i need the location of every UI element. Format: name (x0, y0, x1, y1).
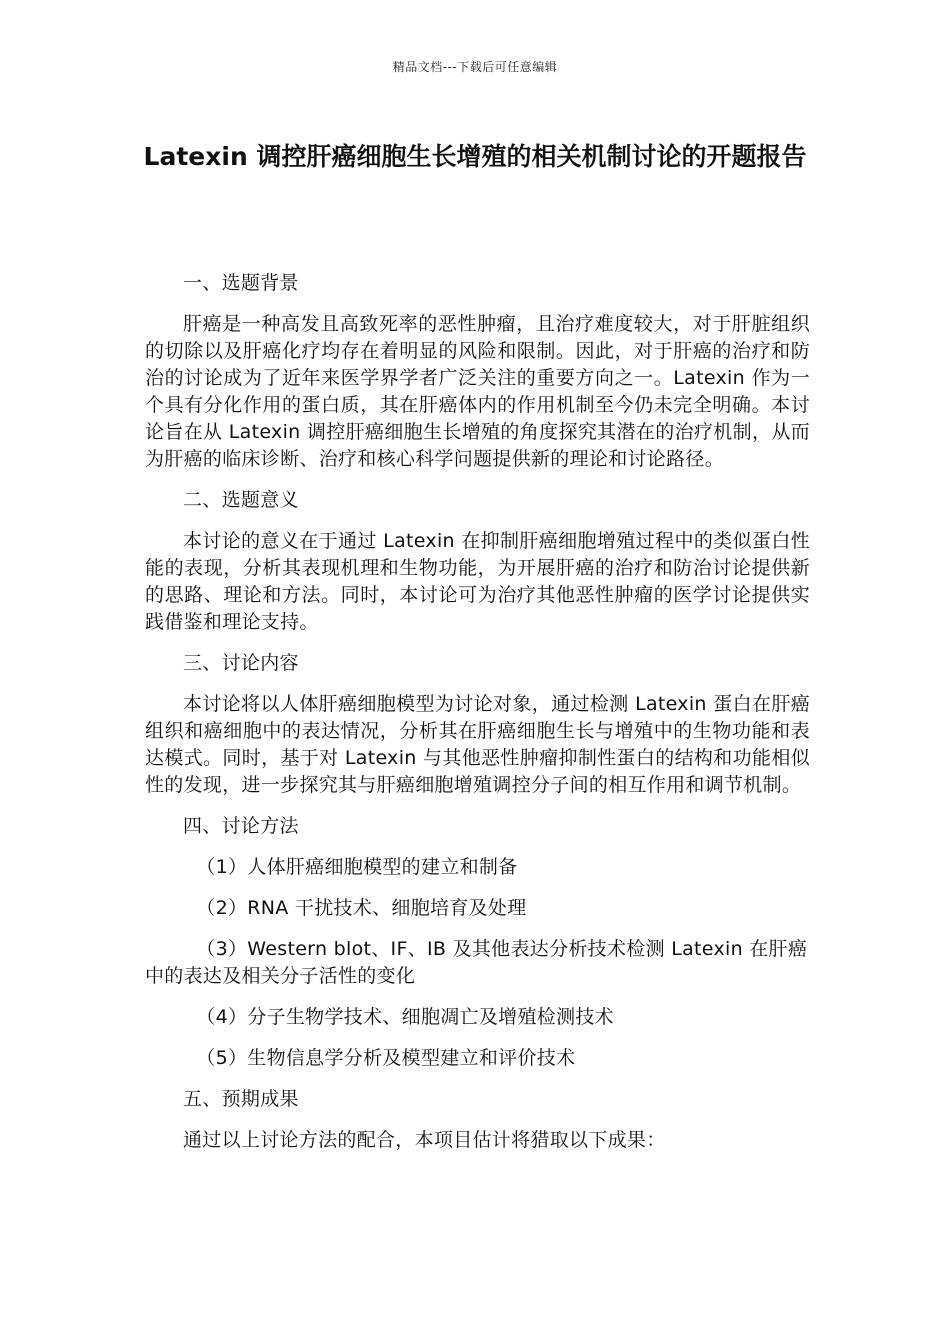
section-heading-results: 五、预期成果 (183, 1088, 299, 1110)
page-header-note: 精品文档---下载后可任意编辑 (392, 60, 558, 74)
section-heading-significance: 二、选题意义 (183, 489, 299, 511)
document-title: Latexin 调控肝癌细胞生长增殖的相关机制讨论的开题报告 (143, 142, 807, 171)
paragraph-content: 本讨论将以人体肝癌细胞模型为讨论对象，通过检测 Latexin 蛋白在肝癌组织和癌细胞中的表达情况，分析其在肝癌细胞生长与增殖中的生物功能和表达模式。同时，基于对 Latexin 与其他恶性肿瘤抑制性蛋白的结构和功能相似性的发现，进一步探究其与肝癌细胞增殖调控分子间的相互作用和调节机制。 (145, 693, 810, 796)
section-heading-methods: 四、讨论方法 (183, 815, 299, 837)
method-item: （1）人体肝癌细胞模型的建立和制备 (196, 856, 518, 878)
method-item: （4）分子生物学技术、细胞凋亡及增殖检测技术 (196, 1006, 614, 1028)
paragraph-results: 通过以上讨论方法的配合，本项目估计将猎取以下成果： (183, 1129, 666, 1151)
paragraph-significance: 本讨论的意义在于通过 Latexin 在抑制肝癌细胞增殖过程中的类似蛋白性能的表现，分析其表现机理和生物功能，为开展肝癌的治疗和防治讨论提供新的思路、理论和方法。同时，本讨论可为治疗其他恶性肿瘤的医学讨论提供实践借鉴和理论支持。 (145, 530, 810, 633)
method-item: （2）RNA 干扰技术、细胞培育及处理 (196, 897, 527, 919)
paragraph-background: 肝癌是一种高发且高致死率的恶性肿瘤，且治疗难度较大，对于肝脏组织的切除以及肝癌化疗均存在着明显的风险和限制。因此，对于肝癌的治疗和防治的讨论成为了近年来医学界学者广泛关注的重要方向之一。Latexin 作为一个具有分化作用的蛋白质，其在肝癌体内的作用机制至今仍未完全明确。本讨论旨在从 Latexin 调控肝癌细胞生长增殖的角度探究其潜在的治疗机制，从而为肝癌的临床诊断、治疗和核心科学问题提供新的理论和讨论路径。 (145, 313, 810, 470)
method-item: （5）生物信息学分析及模型建立和评价技术 (196, 1047, 576, 1069)
document-body (145, 270, 810, 1154)
method-item: （3）Western blot、IF、IB 及其他表达分析技术检测 Latexin 在肝癌中的表达及相关分子活性的变化 (145, 938, 808, 987)
section-heading-background: 一、选题背景 (183, 272, 299, 294)
section-heading-content: 三、讨论内容 (183, 652, 299, 674)
